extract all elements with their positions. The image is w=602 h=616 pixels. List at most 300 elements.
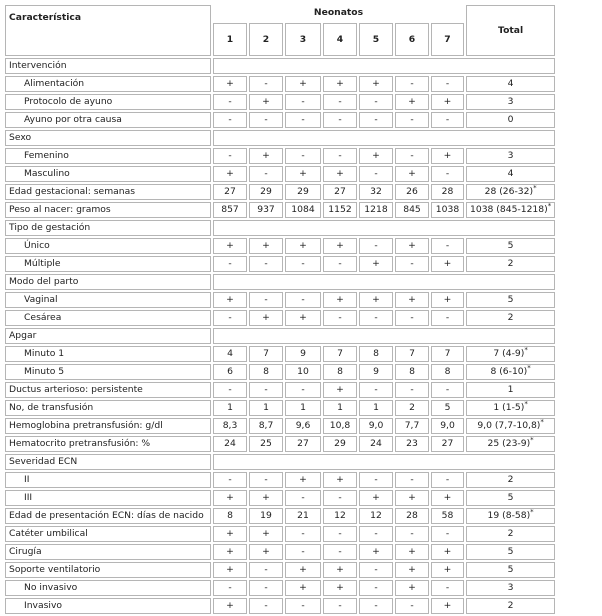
cell-neonate-4: - bbox=[323, 112, 357, 128]
cell-neonate-1: - bbox=[213, 112, 247, 128]
cell-neonate-2: 937 bbox=[249, 202, 283, 218]
cell-total bbox=[466, 544, 555, 560]
row-label: Vaginal bbox=[5, 292, 211, 308]
cell-neonate-5: - bbox=[359, 94, 393, 110]
cell-neonate-2: + bbox=[249, 148, 283, 164]
cell-neonate-5: - bbox=[359, 526, 393, 542]
section-label: Severidad ECN bbox=[5, 454, 211, 470]
table-row bbox=[5, 508, 555, 524]
cell-neonate-6: + bbox=[395, 94, 429, 110]
cell-neonate-3: 1084 bbox=[285, 202, 321, 218]
cell-neonate-1: + bbox=[213, 562, 247, 578]
total-value: 2 bbox=[507, 600, 514, 611]
cell-neonate-5: - bbox=[359, 580, 393, 596]
cell-neonate-1: 27 bbox=[213, 184, 247, 200]
cell-neonate-3: 29 bbox=[285, 184, 321, 200]
cell-total bbox=[466, 364, 555, 380]
section-row bbox=[5, 274, 555, 290]
header-col-2: 2 bbox=[249, 23, 283, 56]
cell-neonate-2: - bbox=[249, 76, 283, 92]
total-value: 9,0 (7,7-10,8) bbox=[477, 420, 541, 431]
cell-total bbox=[466, 400, 555, 416]
cell-neonate-3: - bbox=[285, 382, 321, 398]
cell-neonate-1: - bbox=[213, 382, 247, 398]
cell-total bbox=[466, 472, 555, 488]
table-row bbox=[5, 112, 555, 128]
cell-neonate-1: + bbox=[213, 292, 247, 308]
row-label: Masculino bbox=[5, 166, 211, 182]
cell-neonate-7: - bbox=[431, 238, 464, 254]
cell-neonate-1: - bbox=[213, 94, 247, 110]
cell-neonate-4: 1152 bbox=[323, 202, 357, 218]
cell-neonate-4: - bbox=[323, 490, 357, 506]
cell-neonate-2: - bbox=[249, 166, 283, 182]
cell-neonate-4: 27 bbox=[323, 184, 357, 200]
cell-neonate-7: 8 bbox=[431, 364, 464, 380]
cell-total bbox=[466, 382, 555, 398]
cell-total bbox=[466, 76, 555, 92]
total-value: 4 bbox=[507, 78, 514, 89]
total-value: 7 (4-9) bbox=[493, 348, 525, 359]
row-label: Minuto 1 bbox=[5, 346, 211, 362]
cell-neonate-5: - bbox=[359, 112, 393, 128]
cell-neonate-2: + bbox=[249, 94, 283, 110]
cell-neonate-2: + bbox=[249, 544, 283, 560]
row-label: Cesárea bbox=[5, 310, 211, 326]
cell-neonate-7: + bbox=[431, 562, 464, 578]
table-row bbox=[5, 490, 555, 506]
cell-neonate-7: - bbox=[431, 166, 464, 182]
cell-neonate-6: - bbox=[395, 598, 429, 614]
cell-neonate-3: - bbox=[285, 598, 321, 614]
section-label: Modo del parto bbox=[5, 274, 211, 290]
cell-neonate-1: 857 bbox=[213, 202, 247, 218]
cell-total bbox=[466, 184, 555, 200]
cell-neonate-7: 1038 bbox=[431, 202, 464, 218]
table-row bbox=[5, 166, 555, 182]
cell-neonate-6: + bbox=[395, 490, 429, 506]
total-value: 4 bbox=[507, 168, 514, 179]
section-filler bbox=[213, 274, 555, 290]
total-value: 1038 (845-1218) bbox=[470, 204, 548, 215]
cell-total bbox=[466, 562, 555, 578]
cell-neonate-1: - bbox=[213, 580, 247, 596]
cell-neonate-3: - bbox=[285, 148, 321, 164]
header-total: Total bbox=[466, 5, 555, 56]
cell-neonate-3: + bbox=[285, 562, 321, 578]
cell-neonate-4: + bbox=[323, 76, 357, 92]
cell-neonate-4: + bbox=[323, 580, 357, 596]
footnote-marker: * bbox=[524, 346, 528, 354]
section-filler bbox=[213, 130, 555, 146]
cell-neonate-1: 8 bbox=[213, 508, 247, 524]
row-label: Múltiple bbox=[5, 256, 211, 272]
row-label: Hematocrito pretransfusión: % bbox=[5, 436, 211, 452]
cell-neonate-2: 1 bbox=[249, 400, 283, 416]
section-filler bbox=[213, 58, 555, 74]
cell-neonate-6: 26 bbox=[395, 184, 429, 200]
cell-neonate-6: + bbox=[395, 562, 429, 578]
row-label: Alimentación bbox=[5, 76, 211, 92]
row-label: Edad de presentación ECN: días de nacido bbox=[5, 508, 211, 524]
cell-neonate-6: 28 bbox=[395, 508, 429, 524]
cell-neonate-3: + bbox=[285, 76, 321, 92]
cell-neonate-2: 29 bbox=[249, 184, 283, 200]
cell-neonate-4: + bbox=[323, 472, 357, 488]
total-value: 3 bbox=[507, 582, 514, 593]
cell-neonate-2: + bbox=[249, 526, 283, 542]
table-container bbox=[3, 3, 557, 616]
section-row bbox=[5, 220, 555, 236]
total-value: 5 bbox=[507, 492, 514, 503]
cell-neonate-5: + bbox=[359, 292, 393, 308]
cell-neonate-4: + bbox=[323, 562, 357, 578]
header-col-6: 6 bbox=[395, 23, 429, 56]
cell-neonate-6: + bbox=[395, 238, 429, 254]
cell-neonate-7: 9,0 bbox=[431, 418, 464, 434]
cell-neonate-2: - bbox=[249, 562, 283, 578]
table-row bbox=[5, 238, 555, 254]
header-row-1 bbox=[5, 5, 555, 21]
total-value: 1 bbox=[507, 384, 514, 395]
cell-neonate-6: + bbox=[395, 166, 429, 182]
row-label: Edad gestacional: semanas bbox=[5, 184, 211, 200]
cell-neonate-5: 32 bbox=[359, 184, 393, 200]
cell-neonate-4: 10,8 bbox=[323, 418, 357, 434]
cell-total bbox=[466, 202, 555, 218]
table-row bbox=[5, 148, 555, 164]
cell-neonate-5: + bbox=[359, 544, 393, 560]
cell-neonate-1: - bbox=[213, 256, 247, 272]
cell-neonate-4: + bbox=[323, 238, 357, 254]
cell-neonate-6: - bbox=[395, 148, 429, 164]
cell-neonate-3: - bbox=[285, 94, 321, 110]
cell-neonate-4: 29 bbox=[323, 436, 357, 452]
table-row bbox=[5, 418, 555, 434]
total-value: 5 bbox=[507, 546, 514, 557]
cell-neonate-5: - bbox=[359, 382, 393, 398]
cell-neonate-5: 8 bbox=[359, 346, 393, 362]
cell-neonate-6: 8 bbox=[395, 364, 429, 380]
cell-neonate-3: - bbox=[285, 526, 321, 542]
cell-neonate-4: - bbox=[323, 526, 357, 542]
row-label: III bbox=[5, 490, 211, 506]
cell-neonate-1: - bbox=[213, 148, 247, 164]
row-label: Cirugía bbox=[5, 544, 211, 560]
cell-neonate-7: - bbox=[431, 310, 464, 326]
cell-neonate-6: - bbox=[395, 526, 429, 542]
cell-neonate-3: 10 bbox=[285, 364, 321, 380]
row-label: Catéter umbilical bbox=[5, 526, 211, 542]
cell-neonate-5: + bbox=[359, 76, 393, 92]
cell-neonate-1: 8,3 bbox=[213, 418, 247, 434]
section-row bbox=[5, 454, 555, 470]
cell-total bbox=[466, 598, 555, 614]
total-value: 1 (1-5) bbox=[493, 402, 525, 413]
cell-neonate-1: + bbox=[213, 166, 247, 182]
cell-neonate-5: - bbox=[359, 562, 393, 578]
cell-neonate-3: + bbox=[285, 472, 321, 488]
cell-neonate-6: - bbox=[395, 310, 429, 326]
cell-total bbox=[466, 238, 555, 254]
cell-neonate-5: - bbox=[359, 598, 393, 614]
section-label: Sexo bbox=[5, 130, 211, 146]
cell-neonate-4: - bbox=[323, 94, 357, 110]
cell-neonate-3: 9 bbox=[285, 346, 321, 362]
cell-neonate-1: 24 bbox=[213, 436, 247, 452]
total-value: 3 bbox=[507, 150, 514, 161]
row-label: Ayuno por otra causa bbox=[5, 112, 211, 128]
footnote-marker: * bbox=[530, 436, 534, 444]
table-row bbox=[5, 562, 555, 578]
cell-neonate-2: + bbox=[249, 490, 283, 506]
table-row bbox=[5, 364, 555, 380]
cell-neonate-7: - bbox=[431, 112, 464, 128]
cell-neonate-6: + bbox=[395, 544, 429, 560]
cell-neonate-2: 8 bbox=[249, 364, 283, 380]
cell-neonate-1: + bbox=[213, 544, 247, 560]
cell-neonate-7: 7 bbox=[431, 346, 464, 362]
cell-neonate-6: - bbox=[395, 112, 429, 128]
cell-neonate-2: - bbox=[249, 112, 283, 128]
total-value: 2 bbox=[507, 312, 514, 323]
row-label: Minuto 5 bbox=[5, 364, 211, 380]
cell-neonate-4: 12 bbox=[323, 508, 357, 524]
row-label: Soporte ventilatorio bbox=[5, 562, 211, 578]
cell-neonate-4: - bbox=[323, 544, 357, 560]
section-row bbox=[5, 58, 555, 74]
cell-neonate-7: + bbox=[431, 256, 464, 272]
table-row bbox=[5, 292, 555, 308]
cell-total bbox=[466, 490, 555, 506]
table-row bbox=[5, 598, 555, 614]
cell-neonate-2: 8,7 bbox=[249, 418, 283, 434]
cell-neonate-5: 12 bbox=[359, 508, 393, 524]
table-row bbox=[5, 94, 555, 110]
cell-total bbox=[466, 508, 555, 524]
table-row bbox=[5, 436, 555, 452]
table-row bbox=[5, 526, 555, 542]
cell-neonate-2: + bbox=[249, 310, 283, 326]
cell-neonate-4: + bbox=[323, 382, 357, 398]
cell-total bbox=[466, 148, 555, 164]
total-value: 0 bbox=[507, 114, 514, 125]
cell-neonate-1: + bbox=[213, 238, 247, 254]
cell-neonate-7: + bbox=[431, 292, 464, 308]
cell-neonate-2: - bbox=[249, 382, 283, 398]
cell-neonate-5: + bbox=[359, 148, 393, 164]
row-label: Ductus arterioso: persistente bbox=[5, 382, 211, 398]
cell-neonate-3: + bbox=[285, 238, 321, 254]
total-value: 2 bbox=[507, 474, 514, 485]
cell-neonate-7: 58 bbox=[431, 508, 464, 524]
cell-neonate-3: - bbox=[285, 544, 321, 560]
cell-neonate-4: 8 bbox=[323, 364, 357, 380]
cell-total bbox=[466, 292, 555, 308]
cell-neonate-5: - bbox=[359, 238, 393, 254]
cell-neonate-6: + bbox=[395, 580, 429, 596]
cell-neonate-7: 28 bbox=[431, 184, 464, 200]
table-row bbox=[5, 400, 555, 416]
table-row bbox=[5, 382, 555, 398]
cell-neonate-5: - bbox=[359, 166, 393, 182]
total-value: 2 bbox=[507, 258, 514, 269]
cell-neonate-1: 4 bbox=[213, 346, 247, 362]
cell-neonate-4: 1 bbox=[323, 400, 357, 416]
total-value: 5 bbox=[507, 240, 514, 251]
cell-neonate-7: + bbox=[431, 490, 464, 506]
header-col-3: 3 bbox=[285, 23, 321, 56]
footnote-marker: * bbox=[547, 202, 552, 210]
cell-neonate-3: - bbox=[285, 112, 321, 128]
row-label: Único bbox=[5, 238, 211, 254]
cell-neonate-1: - bbox=[213, 310, 247, 326]
row-label: Femenino bbox=[5, 148, 211, 164]
table-row bbox=[5, 472, 555, 488]
neonates-table bbox=[3, 3, 557, 616]
section-label: Tipo de gestación bbox=[5, 220, 211, 236]
cell-neonate-4: + bbox=[323, 292, 357, 308]
footnote-marker: * bbox=[527, 364, 531, 372]
row-label: Protocolo de ayuno bbox=[5, 94, 211, 110]
cell-neonate-1: + bbox=[213, 490, 247, 506]
cell-total bbox=[466, 418, 555, 434]
section-filler bbox=[213, 220, 555, 236]
header-col-7: 7 bbox=[431, 23, 464, 56]
cell-neonate-5: + bbox=[359, 490, 393, 506]
cell-neonate-4: - bbox=[323, 256, 357, 272]
cell-neonate-6: 7,7 bbox=[395, 418, 429, 434]
cell-neonate-6: 845 bbox=[395, 202, 429, 218]
cell-neonate-3: + bbox=[285, 310, 321, 326]
cell-neonate-7: 5 bbox=[431, 400, 464, 416]
row-label: Peso al nacer: gramos bbox=[5, 202, 211, 218]
cell-neonate-7: + bbox=[431, 148, 464, 164]
cell-neonate-5: 9 bbox=[359, 364, 393, 380]
row-label: Hemoglobina pretransfusión: g/dl bbox=[5, 418, 211, 434]
cell-total bbox=[466, 436, 555, 452]
section-filler bbox=[213, 328, 555, 344]
cell-neonate-7: - bbox=[431, 76, 464, 92]
cell-neonate-5: + bbox=[359, 256, 393, 272]
cell-neonate-7: + bbox=[431, 544, 464, 560]
row-label: Invasivo bbox=[5, 598, 211, 614]
cell-neonate-3: + bbox=[285, 166, 321, 182]
total-value: 19 (8-58) bbox=[487, 510, 531, 521]
cell-neonate-3: 27 bbox=[285, 436, 321, 452]
cell-neonate-4: 7 bbox=[323, 346, 357, 362]
table-row bbox=[5, 544, 555, 560]
cell-neonate-5: - bbox=[359, 472, 393, 488]
cell-neonate-3: + bbox=[285, 580, 321, 596]
footnote-marker: * bbox=[524, 400, 528, 408]
total-value: 2 bbox=[507, 528, 514, 539]
footnote-marker: * bbox=[540, 418, 544, 426]
table-row bbox=[5, 76, 555, 92]
cell-neonate-5: 9,0 bbox=[359, 418, 393, 434]
table-row bbox=[5, 310, 555, 326]
cell-neonate-3: - bbox=[285, 490, 321, 506]
total-value: 3 bbox=[507, 96, 514, 107]
total-value: 25 (23-9) bbox=[487, 438, 531, 449]
cell-neonate-2: 25 bbox=[249, 436, 283, 452]
cell-neonate-7: + bbox=[431, 94, 464, 110]
cell-neonate-2: - bbox=[249, 580, 283, 596]
cell-neonate-3: - bbox=[285, 292, 321, 308]
total-value: 28 (26-32) bbox=[484, 186, 534, 197]
cell-neonate-7: 27 bbox=[431, 436, 464, 452]
table-row bbox=[5, 256, 555, 272]
cell-total bbox=[466, 112, 555, 128]
section-label: Intervención bbox=[5, 58, 211, 74]
cell-neonate-1: 6 bbox=[213, 364, 247, 380]
cell-neonate-4: - bbox=[323, 598, 357, 614]
cell-neonate-2: - bbox=[249, 292, 283, 308]
header-col-1: 1 bbox=[213, 23, 247, 56]
total-value: 8 (6-10) bbox=[490, 366, 528, 377]
cell-total bbox=[466, 94, 555, 110]
cell-neonate-2: + bbox=[249, 238, 283, 254]
footnote-marker: * bbox=[533, 184, 537, 192]
total-value: 5 bbox=[507, 564, 514, 575]
cell-neonate-1: + bbox=[213, 76, 247, 92]
cell-total bbox=[466, 526, 555, 542]
cell-neonate-7: - bbox=[431, 472, 464, 488]
cell-neonate-4: - bbox=[323, 310, 357, 326]
section-filler bbox=[213, 454, 555, 470]
cell-neonate-2: - bbox=[249, 256, 283, 272]
total-value: 5 bbox=[507, 294, 514, 305]
cell-neonate-7: - bbox=[431, 382, 464, 398]
cell-neonate-1: + bbox=[213, 598, 247, 614]
row-label: No, de transfusión bbox=[5, 400, 211, 416]
table-row bbox=[5, 184, 555, 200]
cell-neonate-5: 24 bbox=[359, 436, 393, 452]
cell-neonate-5: 1218 bbox=[359, 202, 393, 218]
cell-neonate-6: - bbox=[395, 382, 429, 398]
cell-neonate-2: - bbox=[249, 598, 283, 614]
cell-neonate-6: 23 bbox=[395, 436, 429, 452]
header-neonates: Neonatos bbox=[313, 7, 364, 19]
cell-neonate-4: + bbox=[323, 166, 357, 182]
cell-total bbox=[466, 166, 555, 182]
cell-neonate-2: 7 bbox=[249, 346, 283, 362]
cell-neonate-3: 21 bbox=[285, 508, 321, 524]
cell-neonate-6: 7 bbox=[395, 346, 429, 362]
cell-neonate-4: - bbox=[323, 148, 357, 164]
cell-neonate-3: 9,6 bbox=[285, 418, 321, 434]
cell-total bbox=[466, 256, 555, 272]
header-characteristic: Característica bbox=[5, 5, 211, 56]
cell-neonate-3: 1 bbox=[285, 400, 321, 416]
cell-neonate-6: - bbox=[395, 472, 429, 488]
cell-neonate-6: - bbox=[395, 76, 429, 92]
cell-total bbox=[466, 346, 555, 362]
header-col-4: 4 bbox=[323, 23, 357, 56]
cell-neonate-6: 2 bbox=[395, 400, 429, 416]
section-label: Apgar bbox=[5, 328, 211, 344]
cell-neonate-1: - bbox=[213, 472, 247, 488]
section-row bbox=[5, 328, 555, 344]
footnote-marker: * bbox=[530, 508, 534, 516]
table-row bbox=[5, 202, 555, 218]
section-row bbox=[5, 130, 555, 146]
cell-neonate-7: - bbox=[431, 580, 464, 596]
cell-neonate-6: - bbox=[395, 256, 429, 272]
cell-neonate-5: - bbox=[359, 310, 393, 326]
cell-neonate-6: + bbox=[395, 292, 429, 308]
cell-neonate-2: 19 bbox=[249, 508, 283, 524]
